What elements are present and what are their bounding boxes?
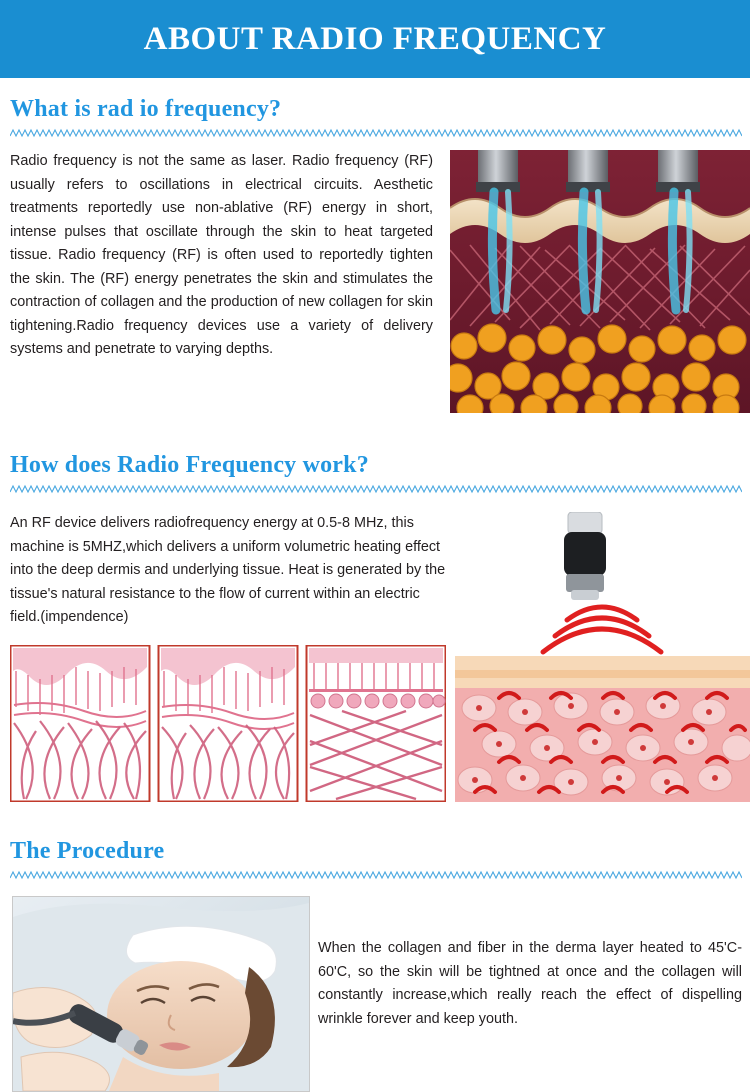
section-heading-what-is-rf xyxy=(10,96,742,138)
section-paragraph-the-procedure: When the collagen and fiber in the derma layer heated to 45'C-60'C, so the skin will be tightned at once and the collagen will constantly increase,which really reach the effect of dispelling wrinkle forever and keep youth. xyxy=(318,940,742,1027)
section-title: The Procedure xyxy=(10,838,165,864)
page-banner xyxy=(0,0,750,78)
section-paragraph-what-is-rf: Radio frequency is not the same as laser. Radio frequency (RF) usually refers to oscillations in electrical circuits. Aesthetic treatments reportedly use non-ablative (RF) energy in short, intense pulses that oscillate through the skin to heat targeted tissue. Radio frequency (RF) is often used to reportedly tighten the skin. The (RF) energy penetrates the skin and stimulates the contraction of collagen and the production of new collagen for skin tightening.Radio frequency devices use a variety of delivery systems and penetrate to varying depths. xyxy=(10,153,433,357)
section-heading-how-rf-works xyxy=(10,452,742,494)
divider-zigzag xyxy=(10,870,742,880)
figure-rf-handpiece-penetration xyxy=(455,512,750,802)
section-title: How does Radio Frequency work? xyxy=(10,452,369,478)
section-heading-the-procedure xyxy=(10,838,742,880)
page-title: ABOUT RADIO FREQUENCY xyxy=(143,20,607,57)
figure-skin-cross-section-rf-probes xyxy=(450,150,750,413)
figure-rf-facial-treatment-photo xyxy=(12,896,310,1092)
divider-zigzag xyxy=(10,484,742,494)
section-title: What is rad io frequency? xyxy=(10,96,282,122)
divider-zigzag xyxy=(10,128,742,138)
figure-collagen-fiber-stages xyxy=(10,645,446,802)
section-paragraph-how-rf-works: An RF device delivers radiofrequency energy at 0.5-8 MHz, this machine is 5MHZ,which delivers a uniform volumetric heating effect into the deep dermis and underlying tissue. Heat is generated by the tissue's natural resistance to the flow of current within an electric field.(impendence) xyxy=(10,515,446,625)
